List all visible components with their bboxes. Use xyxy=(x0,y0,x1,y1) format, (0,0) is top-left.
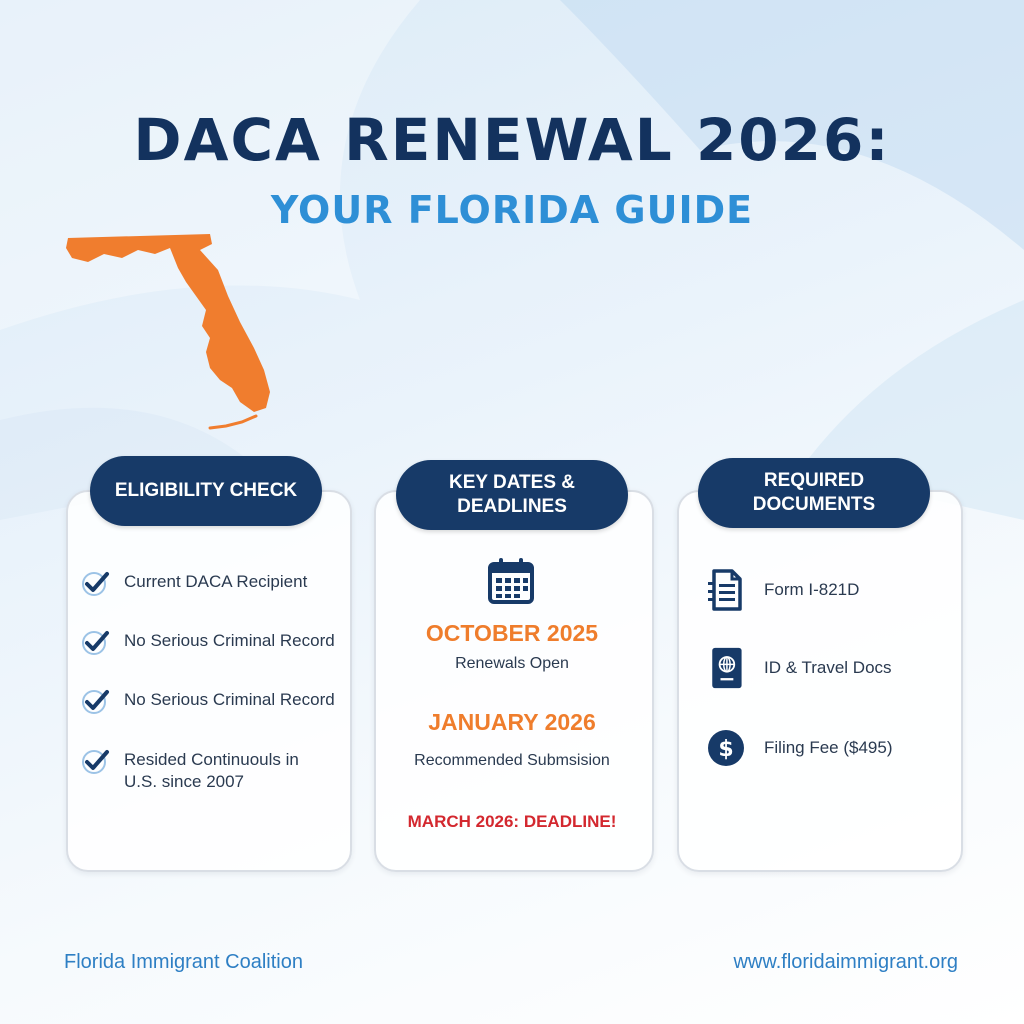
eligibility-item-label: No Serious Criminal Record xyxy=(124,690,335,709)
footer-url-link[interactable]: www.floridaimmigrant.org xyxy=(733,951,958,973)
check-icon xyxy=(80,746,110,776)
documents-header xyxy=(698,458,930,528)
eligibility-item-label: No Serious Criminal Record xyxy=(124,631,335,650)
page-subtitle: YOUR FLORIDA GUIDE xyxy=(270,188,754,232)
document-label: Form I-821D xyxy=(764,580,860,599)
svg-text:$: $ xyxy=(718,737,734,762)
check-icon xyxy=(80,686,110,716)
document-item xyxy=(706,568,859,612)
document-item xyxy=(706,646,892,690)
eligibility-item-line2: U.S. since 2007 xyxy=(124,772,245,791)
date-january: JANUARY 2026 xyxy=(428,709,596,735)
footer-org: Florida Immigrant Coalition xyxy=(64,951,303,973)
dates-header-line2: DEADLINES xyxy=(457,496,567,517)
date-january-desc: Recommended Submsision xyxy=(414,752,610,769)
florida-map-icon xyxy=(60,230,290,430)
deadline-text: MARCH 2026: DEADLINE! xyxy=(407,812,617,831)
dollar-icon xyxy=(706,726,746,770)
eligibility-item-label xyxy=(124,746,299,793)
check-icon xyxy=(80,627,110,657)
check-icon xyxy=(80,568,110,598)
dates-header-line1: KEY DATES & xyxy=(449,472,575,493)
eligibility-item-line1: Resided Continuouls in xyxy=(124,750,299,769)
calendar-icon xyxy=(486,556,536,606)
dates-header xyxy=(396,460,628,530)
page-title: DACA RENEWAL 2026: xyxy=(133,106,891,174)
document-item xyxy=(706,726,893,770)
eligibility-header: ELIGIBILITY CHECK xyxy=(90,456,322,526)
documents-header-line1: REQUIRED xyxy=(763,470,865,491)
documents-header-line2: DOCUMENTS xyxy=(752,494,876,515)
document-icon xyxy=(706,568,746,612)
date-october-desc: Renewals Open xyxy=(455,655,569,672)
document-label: Filing Fee ($495) xyxy=(764,738,893,757)
eligibility-item xyxy=(80,686,335,716)
eligibility-item-label: Current DACA Recipient xyxy=(124,572,308,591)
eligibility-item xyxy=(80,627,335,657)
eligibility-item xyxy=(80,746,299,793)
passport-icon xyxy=(706,646,746,690)
date-october: OCTOBER 2025 xyxy=(425,620,599,646)
eligibility-item xyxy=(80,568,307,598)
eligibility-card xyxy=(66,490,352,872)
document-label: ID & Travel Docs xyxy=(764,658,892,677)
